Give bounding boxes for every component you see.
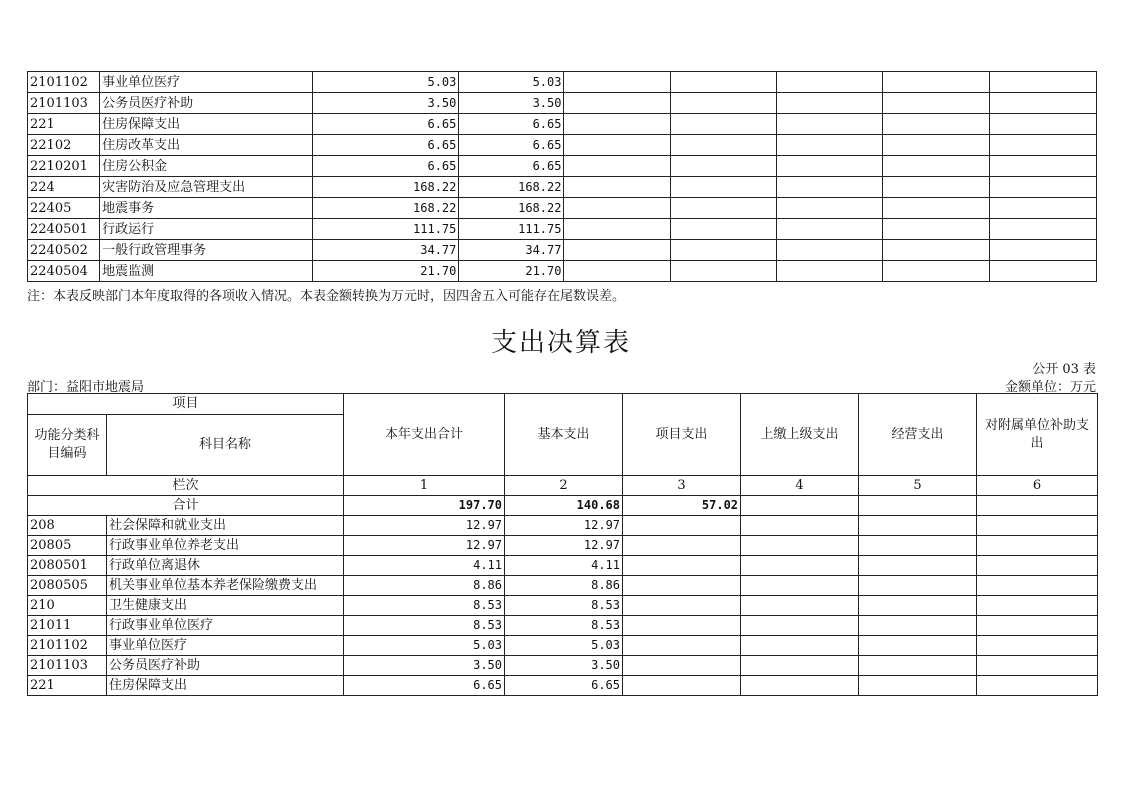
empty-cell bbox=[623, 676, 741, 696]
subject-code: 20805 bbox=[28, 536, 107, 556]
header-upper: 上缴上级支出 bbox=[741, 394, 859, 476]
empty-cell bbox=[776, 219, 882, 240]
table-row bbox=[28, 219, 1097, 240]
empty-cell bbox=[882, 198, 989, 219]
header-basic: 基本支出 bbox=[505, 394, 623, 476]
empty-cell bbox=[977, 536, 1098, 556]
empty-cell bbox=[859, 516, 977, 536]
empty-cell bbox=[670, 72, 776, 93]
empty-cell bbox=[859, 676, 977, 696]
table-row bbox=[28, 261, 1097, 282]
empty-cell bbox=[989, 114, 1096, 135]
subject-name: 行政单位离退休 bbox=[107, 556, 344, 576]
empty-cell bbox=[989, 198, 1096, 219]
empty-cell bbox=[776, 135, 882, 156]
empty-cell bbox=[859, 556, 977, 576]
column-number: 5 bbox=[859, 476, 977, 496]
form-number: 公开 03 表 bbox=[1032, 362, 1096, 377]
basic-amount: 111.75 bbox=[459, 219, 564, 240]
empty-cell bbox=[977, 656, 1098, 676]
subject-name: 住房保障支出 bbox=[107, 676, 344, 696]
subject-name: 卫生健康支出 bbox=[107, 596, 344, 616]
basic-amount: 12.97 bbox=[505, 536, 623, 556]
empty-cell bbox=[670, 261, 776, 282]
subject-code: 2240502 bbox=[28, 240, 100, 261]
empty-cell bbox=[776, 198, 882, 219]
expense-table bbox=[27, 393, 1098, 696]
empty-cell bbox=[564, 198, 670, 219]
empty-cell bbox=[564, 135, 670, 156]
subject-name: 事业单位医疗 bbox=[107, 636, 344, 656]
total-amount: 111.75 bbox=[313, 219, 459, 240]
subject-code: 2101103 bbox=[28, 93, 100, 114]
continued-expense-table bbox=[27, 71, 1097, 282]
column-number-row bbox=[28, 476, 1098, 496]
empty-cell bbox=[776, 240, 882, 261]
table-row bbox=[28, 516, 1098, 536]
empty-cell bbox=[623, 516, 741, 536]
total-amount: 6.65 bbox=[313, 135, 459, 156]
header-total: 本年支出合计 bbox=[344, 394, 505, 476]
empty-cell bbox=[977, 616, 1098, 636]
empty-cell bbox=[623, 656, 741, 676]
empty-cell bbox=[977, 576, 1098, 596]
subject-code: 208 bbox=[28, 516, 107, 536]
total-amount: 8.86 bbox=[344, 576, 505, 596]
empty-cell bbox=[882, 93, 989, 114]
column-row-label: 栏次 bbox=[28, 476, 344, 496]
total-subsidy bbox=[977, 496, 1098, 516]
subject-name: 地震事务 bbox=[100, 198, 313, 219]
subject-code: 2101103 bbox=[28, 656, 107, 676]
department-label: 部门：益阳市地震局 bbox=[27, 380, 145, 395]
table-row bbox=[28, 156, 1097, 177]
total-amount: 4.11 bbox=[344, 556, 505, 576]
empty-cell bbox=[564, 219, 670, 240]
basic-amount: 34.77 bbox=[459, 240, 564, 261]
empty-cell bbox=[882, 156, 989, 177]
empty-cell bbox=[564, 261, 670, 282]
empty-cell bbox=[623, 576, 741, 596]
subject-name: 机关事业单位基本养老保险缴费支出 bbox=[107, 576, 344, 596]
empty-cell bbox=[741, 676, 859, 696]
subject-name: 行政事业单位医疗 bbox=[107, 616, 344, 636]
total-amount: 6.65 bbox=[344, 676, 505, 696]
empty-cell bbox=[859, 656, 977, 676]
empty-cell bbox=[623, 636, 741, 656]
empty-cell bbox=[564, 240, 670, 261]
empty-cell bbox=[741, 516, 859, 536]
total-amount: 3.50 bbox=[313, 93, 459, 114]
empty-cell bbox=[882, 240, 989, 261]
empty-cell bbox=[859, 616, 977, 636]
column-number: 6 bbox=[977, 476, 1098, 496]
empty-cell bbox=[670, 156, 776, 177]
subject-code: 2080505 bbox=[28, 576, 107, 596]
total-amount: 8.53 bbox=[344, 616, 505, 636]
basic-amount: 3.50 bbox=[459, 93, 564, 114]
total-amount: 12.97 bbox=[344, 516, 505, 536]
empty-cell bbox=[670, 135, 776, 156]
basic-amount: 5.03 bbox=[505, 636, 623, 656]
amount-unit-label: 金额单位：万元 bbox=[1004, 380, 1096, 395]
subject-code: 2101102 bbox=[28, 72, 100, 93]
subject-code: 2210201 bbox=[28, 156, 100, 177]
total-amount: 168.22 bbox=[313, 198, 459, 219]
empty-cell bbox=[882, 177, 989, 198]
empty-cell bbox=[623, 556, 741, 576]
subject-code: 22405 bbox=[28, 198, 100, 219]
empty-cell bbox=[564, 93, 670, 114]
subject-name: 一般行政管理事务 bbox=[100, 240, 313, 261]
empty-cell bbox=[741, 656, 859, 676]
empty-cell bbox=[741, 576, 859, 596]
empty-cell bbox=[776, 72, 882, 93]
header-item: 项目 bbox=[28, 394, 344, 415]
empty-cell bbox=[989, 219, 1096, 240]
basic-amount: 12.97 bbox=[505, 516, 623, 536]
empty-cell bbox=[776, 93, 882, 114]
subject-name: 行政运行 bbox=[100, 219, 313, 240]
total-row bbox=[28, 496, 1098, 516]
subject-name: 住房改革支出 bbox=[100, 135, 313, 156]
empty-cell bbox=[564, 114, 670, 135]
empty-cell bbox=[670, 198, 776, 219]
total-basic: 140.68 bbox=[505, 496, 623, 516]
empty-cell bbox=[859, 576, 977, 596]
total-amount: 5.03 bbox=[344, 636, 505, 656]
empty-cell bbox=[776, 156, 882, 177]
empty-cell bbox=[989, 93, 1096, 114]
table-row bbox=[28, 576, 1098, 596]
subject-code: 224 bbox=[28, 177, 100, 198]
empty-cell bbox=[670, 240, 776, 261]
total-label: 合计 bbox=[28, 496, 344, 516]
basic-amount: 8.53 bbox=[505, 616, 623, 636]
empty-cell bbox=[989, 240, 1096, 261]
empty-cell bbox=[977, 636, 1098, 656]
total-amount: 6.65 bbox=[313, 114, 459, 135]
empty-cell bbox=[776, 261, 882, 282]
header-name: 科目名称 bbox=[107, 415, 344, 476]
header-row-item bbox=[28, 394, 1098, 415]
table-row bbox=[28, 198, 1097, 219]
total-amount: 8.53 bbox=[344, 596, 505, 616]
basic-amount: 3.50 bbox=[505, 656, 623, 676]
subject-code: 210 bbox=[28, 596, 107, 616]
basic-amount: 4.11 bbox=[505, 556, 623, 576]
total-amount: 21.70 bbox=[313, 261, 459, 282]
subject-name: 行政事业单位养老支出 bbox=[107, 536, 344, 556]
empty-cell bbox=[741, 536, 859, 556]
header-code: 功能分类科目编码 bbox=[28, 415, 107, 476]
subject-code: 2101102 bbox=[28, 636, 107, 656]
empty-cell bbox=[564, 156, 670, 177]
basic-amount: 6.65 bbox=[505, 676, 623, 696]
empty-cell bbox=[989, 72, 1096, 93]
subject-name: 住房保障支出 bbox=[100, 114, 313, 135]
subject-name: 公务员医疗补助 bbox=[107, 656, 344, 676]
table-row bbox=[28, 114, 1097, 135]
empty-cell bbox=[989, 261, 1096, 282]
empty-cell bbox=[977, 676, 1098, 696]
table-row bbox=[28, 556, 1098, 576]
empty-cell bbox=[670, 114, 776, 135]
empty-cell bbox=[776, 177, 882, 198]
empty-cell bbox=[977, 516, 1098, 536]
column-number: 2 bbox=[505, 476, 623, 496]
table-row bbox=[28, 93, 1097, 114]
subject-code: 22102 bbox=[28, 135, 100, 156]
subject-name: 公务员医疗补助 bbox=[100, 93, 313, 114]
basic-amount: 6.65 bbox=[459, 156, 564, 177]
total-amount: 12.97 bbox=[344, 536, 505, 556]
empty-cell bbox=[859, 596, 977, 616]
empty-cell bbox=[623, 596, 741, 616]
subject-code: 221 bbox=[28, 114, 100, 135]
total-amount: 3.50 bbox=[344, 656, 505, 676]
empty-cell bbox=[741, 636, 859, 656]
table-row bbox=[28, 656, 1098, 676]
empty-cell bbox=[741, 556, 859, 576]
total-amount: 34.77 bbox=[313, 240, 459, 261]
empty-cell bbox=[977, 556, 1098, 576]
empty-cell bbox=[564, 72, 670, 93]
total-amount: 5.03 bbox=[313, 72, 459, 93]
empty-cell bbox=[670, 219, 776, 240]
empty-cell bbox=[989, 156, 1096, 177]
empty-cell bbox=[623, 616, 741, 636]
empty-cell bbox=[882, 261, 989, 282]
total-amount: 197.70 bbox=[344, 496, 505, 516]
table-row bbox=[28, 596, 1098, 616]
empty-cell bbox=[882, 72, 989, 93]
basic-amount: 8.86 bbox=[505, 576, 623, 596]
table-row bbox=[28, 135, 1097, 156]
empty-cell bbox=[977, 596, 1098, 616]
empty-cell bbox=[859, 536, 977, 556]
subject-code: 2240504 bbox=[28, 261, 100, 282]
total-project: 57.02 bbox=[623, 496, 741, 516]
basic-amount: 168.22 bbox=[459, 198, 564, 219]
subject-name: 地震监测 bbox=[100, 261, 313, 282]
subject-name: 住房公积金 bbox=[100, 156, 313, 177]
header-subsidy: 对附属单位补助支出 bbox=[977, 394, 1098, 476]
column-number: 3 bbox=[623, 476, 741, 496]
empty-cell bbox=[670, 93, 776, 114]
empty-cell bbox=[776, 114, 882, 135]
empty-cell bbox=[859, 636, 977, 656]
subject-name: 灾害防治及应急管理支出 bbox=[100, 177, 313, 198]
total-business bbox=[859, 496, 977, 516]
empty-cell bbox=[989, 177, 1096, 198]
total-amount: 168.22 bbox=[313, 177, 459, 198]
subject-code: 221 bbox=[28, 676, 107, 696]
header-business: 经营支出 bbox=[859, 394, 977, 476]
header-project: 项目支出 bbox=[623, 394, 741, 476]
table-row bbox=[28, 240, 1097, 261]
subject-code: 2080501 bbox=[28, 556, 107, 576]
total-amount: 6.65 bbox=[313, 156, 459, 177]
empty-cell bbox=[670, 177, 776, 198]
total-upper bbox=[741, 496, 859, 516]
column-number: 4 bbox=[741, 476, 859, 496]
basic-amount: 8.53 bbox=[505, 596, 623, 616]
empty-cell bbox=[564, 177, 670, 198]
basic-amount: 6.65 bbox=[459, 135, 564, 156]
basic-amount: 168.22 bbox=[459, 177, 564, 198]
empty-cell bbox=[882, 219, 989, 240]
table-row bbox=[28, 177, 1097, 198]
table-row bbox=[28, 676, 1098, 696]
subject-name: 社会保障和就业支出 bbox=[107, 516, 344, 536]
empty-cell bbox=[741, 596, 859, 616]
basic-amount: 21.70 bbox=[459, 261, 564, 282]
empty-cell bbox=[989, 135, 1096, 156]
table-row bbox=[28, 616, 1098, 636]
table-note: 注：本表反映部门本年度取得的各项收入情况。本表金额转换为万元时，因四舍五入可能存在尾数误差。 bbox=[27, 289, 626, 304]
basic-amount: 5.03 bbox=[459, 72, 564, 93]
table-row bbox=[28, 536, 1098, 556]
empty-cell bbox=[882, 114, 989, 135]
page-title: 支出决算表 bbox=[490, 328, 631, 358]
table-row bbox=[28, 72, 1097, 93]
subject-name: 事业单位医疗 bbox=[100, 72, 313, 93]
table-row bbox=[28, 636, 1098, 656]
empty-cell bbox=[741, 616, 859, 636]
subject-code: 2240501 bbox=[28, 219, 100, 240]
basic-amount: 6.65 bbox=[459, 114, 564, 135]
empty-cell bbox=[623, 536, 741, 556]
column-number: 1 bbox=[344, 476, 505, 496]
empty-cell bbox=[882, 135, 989, 156]
subject-code: 21011 bbox=[28, 616, 107, 636]
